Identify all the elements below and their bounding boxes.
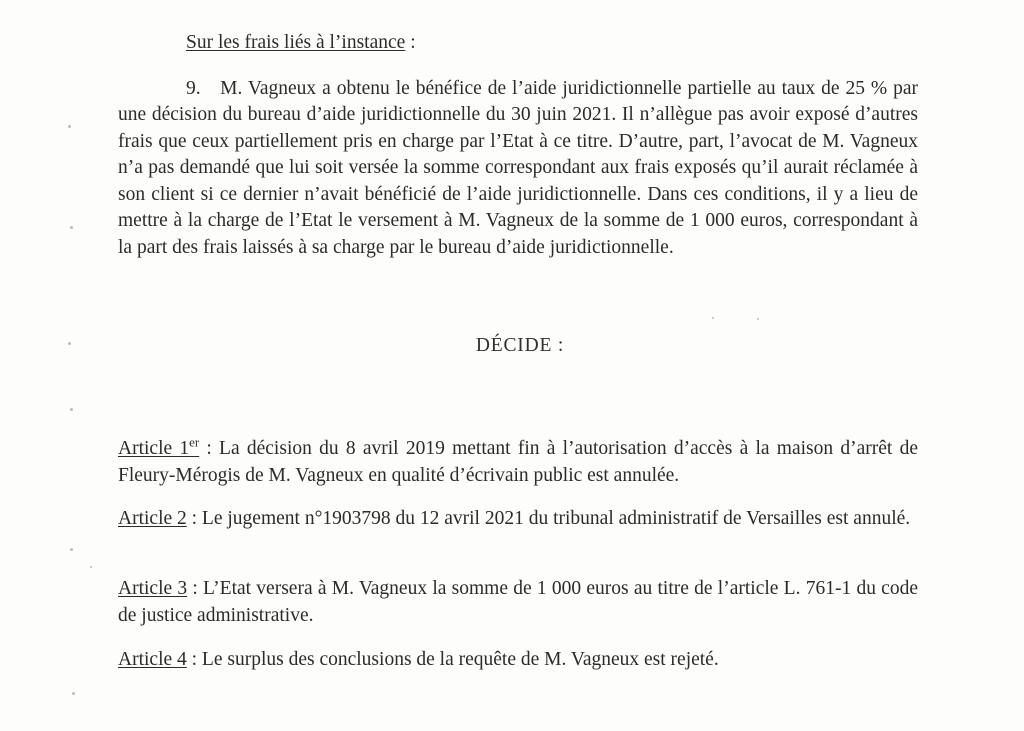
article-3 [118, 576, 918, 629]
scan-speck [68, 125, 71, 128]
article-1-label [118, 435, 200, 459]
article-1-label-superscript: er [189, 435, 200, 450]
article-3-body: : L’Etat versera à M. Vagneux la somme de 1 000 euros au titre de l’article L. 761-1 du code de justice administrative. [118, 578, 918, 626]
scan-speck [90, 566, 92, 568]
article-2 [118, 506, 918, 533]
paragraph-9: 9. M. Vagneux a obtenu le bénéfice de l’aide juridictionnelle partielle au taux de 25 % par une décision du bureau d’aide juridictionnelle du 30 juin 2021. Il n’allègue pas avoir exposé d’autres frais que ceux partiellement pris en charge par l’Etat à ce titre. D’autre, part, l’avocat de M. Vagneux n’a pas demandé que lui soit versée la somme correspondant aux frais exposés qu’il aurait réclamée à son client si ce dernier n’avait bénéficié de l’aide juridictionnelle. Dans ces conditions, il y a lieu de mettre à la charge de l’Etat le versement à M. Vagneux de la somme de 1 000 euros, correspondant à la part des frais laissés à sa charge par le bureau d’aide juridictionnelle. [118, 78, 918, 258]
scan-speck [68, 342, 71, 345]
section-heading [118, 30, 918, 56]
scan-speck [70, 408, 73, 411]
scan-speck [712, 317, 714, 319]
scan-speck [757, 318, 759, 320]
article-4-label [118, 649, 187, 670]
section-heading-colon: : [405, 32, 416, 53]
article-4-body: : Le surplus des conclusions de la requête de M. Vagneux est rejeté. [186, 649, 719, 670]
scan-speck [70, 548, 73, 551]
article-4 [118, 647, 918, 674]
article-2-label-main: Article 2 [118, 508, 187, 529]
article-3-label-main: Article 3 [118, 578, 188, 599]
article-2-body: : Le jugement n°1903798 du 12 avril 2021 du tribunal administratif de Versailles est annulé. [186, 508, 911, 529]
article-1 [118, 436, 918, 489]
decide-heading: DÉCIDE : [475, 335, 565, 356]
article-1-body: : La décision du 8 avril 2019 mettant fin à l’autorisation d’accès à la maison d’arrêt de Fleury-Mérogis de M. Vagneux en qualité d’écrivain public est annulée. [118, 438, 918, 486]
section-heading-underlined-text: Sur les frais liés à l’instance [186, 32, 406, 53]
article-3-label [118, 578, 187, 599]
article-4-label-main: Article 4 [118, 649, 187, 670]
article-1-label-main: Article 1 [118, 438, 190, 459]
scan-speck [72, 692, 75, 695]
article-2-label [118, 508, 187, 529]
scan-speck [70, 226, 73, 229]
